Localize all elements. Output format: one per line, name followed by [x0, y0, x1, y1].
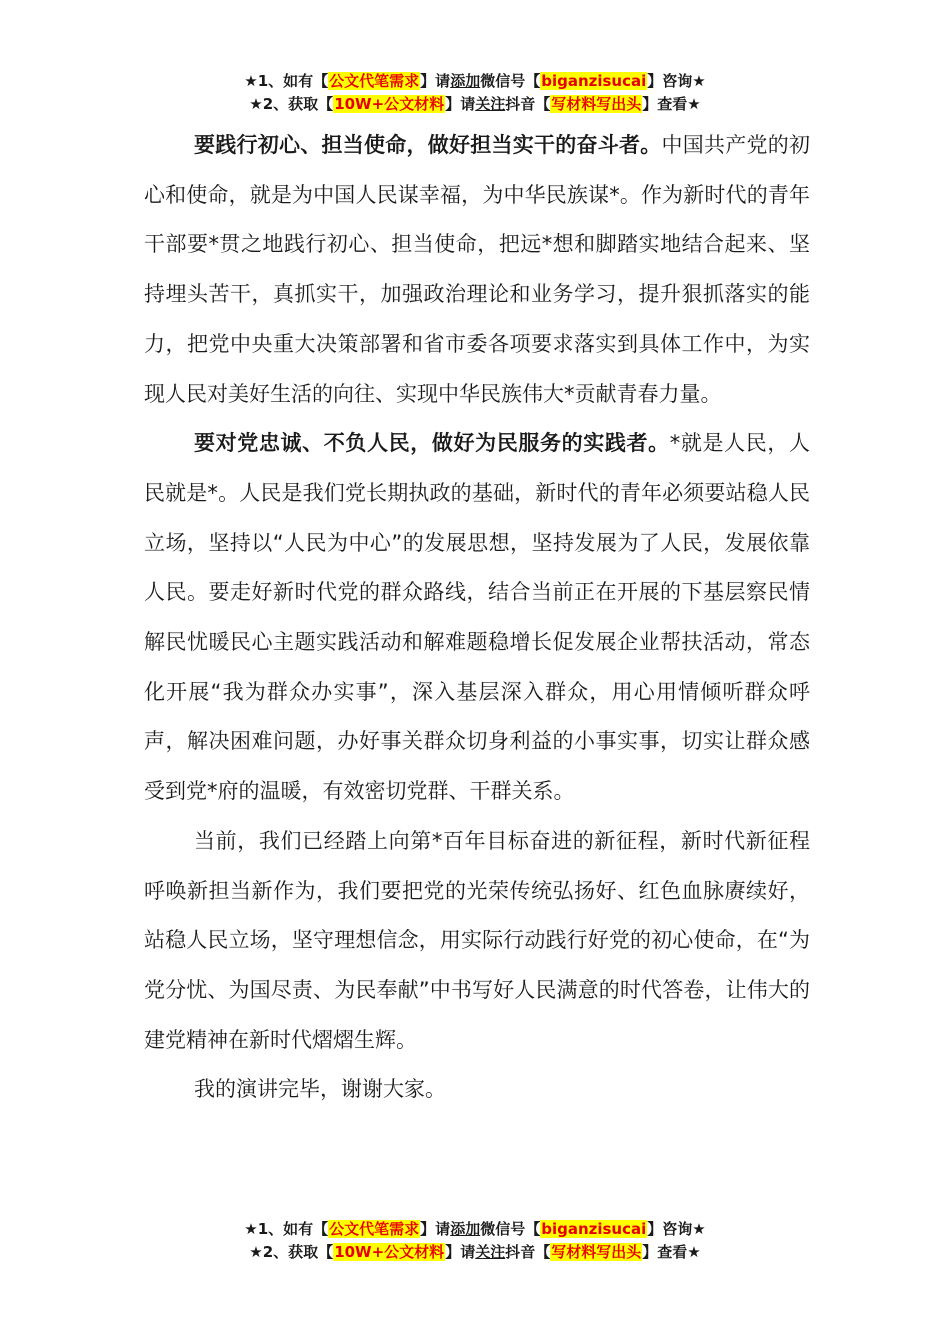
- promo-footer: [0, 1218, 950, 1264]
- promo-highlight: 公文代笔需求: [329, 72, 420, 90]
- paragraph-text: 当前，我们已经踏上向第*百年目标奋进的新征程，新时代新征程呼唤新担当新作为，我们要把党的光荣传统弘扬好、红色血脉赓续好，站稳人民立场，坚守理想信念，用实际行动践行好党的初心使命，在“为党分忧、为国尽责、为民奉献”中书写好人民满意的时代答卷，让伟大的建党精神在新时代熠熠生辉。: [144, 828, 810, 1052]
- paragraph-text: *就是人民，人民就是*。人民是我们党长期执政的基础，新时代的青年必须要站稳人民立场，坚持以“人民为中心”的发展思想，坚持发展为了人民，发展依靠人民。要走好新时代党的群众路线，结合当前正在开展的下基层察民情解民忧暖民心主题实践活动和解难题稳增长促发展企业帮扶活动，常态化开展“我为群众办实事”，深入基层深入群众，用心用情倾听群众呼声，解决困难问题，办好事关群众切身利益的小事实事，切实让群众感受到党*府的温暖，有效密切党群、干群关系。: [144, 431, 810, 804]
- promo-header: [0, 70, 950, 116]
- promo-wechat-id: biganzisucai: [541, 1220, 647, 1238]
- paragraph-text: 中国共产党的初心和使命，就是为中国人民谋幸福，为中华民族谋*。作为新时代的青年干部要*贯之地践行初心、担当使命，把远*想和脚踏实地结合起来、坚持埋头苦干，真抓实干，加强政治理论和业务学习，提升狠抓落实的能力，把党中央重大决策部署和省市委各项要求落实到具体工作中，为实现人民对美好生活的向往、实现中华民族伟大*贡献青春力量。: [144, 133, 810, 406]
- paragraph-2: [144, 419, 810, 817]
- paragraph-text: 我的演讲完毕，谢谢大家。: [194, 1077, 446, 1102]
- paragraph-3: [144, 817, 810, 1066]
- paragraph-closing: [144, 1065, 810, 1115]
- promo-line-1: ★1、如有【公文代笔需求】请添加微信号【biganzisucai】咨询★: [244, 1220, 706, 1238]
- promo-douyin-id: 写材料写出头: [551, 1243, 642, 1261]
- promo-douyin-id: 写材料写出头: [551, 95, 642, 113]
- paragraph-lead: 要对党忠诚、不负人民，做好为民服务的实践者。: [194, 431, 670, 456]
- promo-wechat-id: biganzisucai: [541, 72, 647, 90]
- paragraph-lead: 要践行初心、担当使命，做好担当实干的奋斗者。: [194, 133, 662, 157]
- promo-highlight: 10W+公文材料: [334, 95, 445, 113]
- promo-line-2: ★2、获取【10W+公文材料】请关注抖音【写材料写出头】查看★: [249, 95, 701, 113]
- promo-highlight: 公文代笔需求: [329, 1220, 420, 1238]
- promo-line-1: ★1、如有【公文代笔需求】请添加微信号【biganzisucai】咨询★: [244, 72, 706, 90]
- article-body: [144, 121, 810, 1115]
- paragraph-1: [144, 121, 810, 419]
- promo-line-2: ★2、获取【10W+公文材料】请关注抖音【写材料写出头】查看★: [249, 1243, 701, 1261]
- promo-highlight: 10W+公文材料: [334, 1243, 445, 1261]
